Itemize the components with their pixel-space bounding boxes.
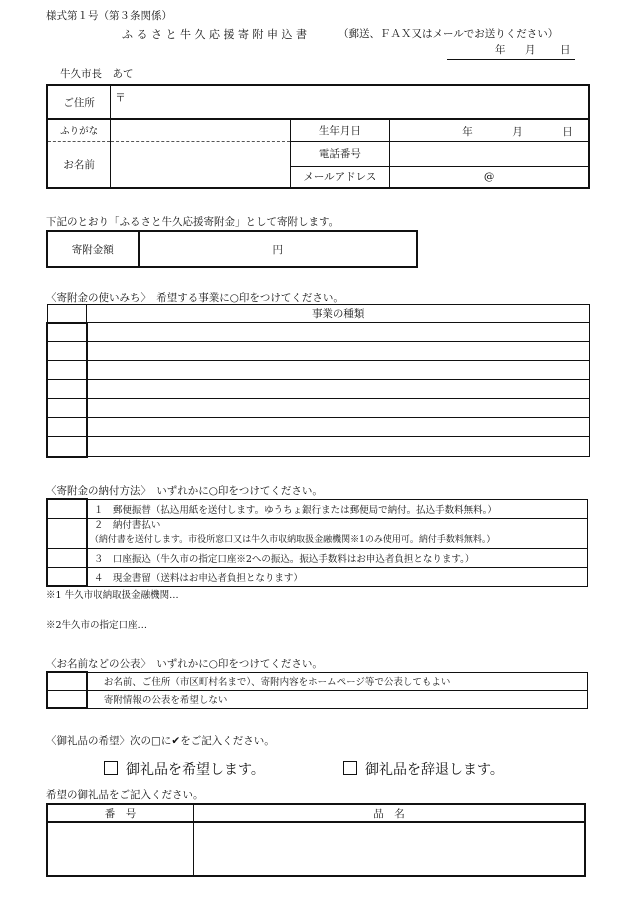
payment-note-2: ※2牛久市の指定口座… [46, 620, 148, 631]
usage-item [87, 342, 590, 361]
gift-table [46, 803, 586, 877]
form-title: ふるさと牛久応援寄附申込書 [122, 28, 311, 41]
table-row [47, 418, 590, 437]
birth-day: 日 [562, 126, 573, 138]
name-label: お名前 [47, 141, 111, 188]
gift-request-label: 希望の御礼品をご記入ください。 [46, 789, 204, 801]
checkbox-icon[interactable] [343, 761, 357, 775]
payment-table [46, 498, 588, 587]
usage-table [46, 304, 590, 458]
table-row [47, 822, 585, 876]
table-row [47, 499, 588, 518]
payment-option-invoice-sub: （納付書を送付します。市役所窓口又は牛久市収納取扱金融機関※1のみ使用可。納付手数料無料。） [89, 535, 496, 545]
payment-heading: 〈寄附金の納付方法〉 いずれかに○印をつけてください。 [46, 485, 323, 497]
usage-item [87, 380, 590, 399]
furigana-label: ふりがな [47, 119, 111, 141]
gift-want-label: 御礼品を希望します。 [126, 762, 265, 778]
gift-want-option[interactable] [104, 759, 265, 779]
table-row [47, 380, 590, 399]
payment-option-cash: ４ 現金書留（送料はお申込者負担となります） [87, 567, 588, 586]
publication-table [46, 671, 588, 709]
birth-month: 月 [512, 126, 523, 138]
publication-mark-cell[interactable] [47, 672, 87, 690]
publication-option-decline: 寄附情報の公表を希望しない [87, 690, 588, 708]
table-row [47, 399, 590, 418]
table-row [47, 518, 588, 548]
gift-decline-label: 御礼品を辞退します。 [365, 762, 504, 778]
usage-item [87, 437, 590, 457]
table-row [47, 690, 588, 708]
usage-item [87, 323, 590, 342]
postal-mark: 〒 [115, 92, 126, 104]
usage-mark-cell[interactable] [47, 361, 87, 380]
email-at: @ [483, 170, 495, 183]
usage-mark-cell[interactable] [47, 323, 87, 342]
usage-item [87, 361, 590, 380]
table-row [47, 672, 588, 690]
amount-table [46, 230, 418, 268]
submission-note: （郵送、ＦＡＸ又はメールでお送りください） [338, 28, 559, 40]
usage-mark-header [47, 305, 87, 323]
addressee: 牛久市長 あて [60, 68, 134, 80]
table-row [47, 437, 590, 457]
table-row [47, 567, 588, 586]
payment-note-1: ※1 牛久市収納取扱金融機関… [46, 590, 179, 601]
checkbox-icon[interactable] [104, 761, 118, 775]
email-field[interactable] [390, 166, 589, 188]
usage-mark-cell[interactable] [47, 380, 87, 399]
email-label: メールアドレス [290, 166, 390, 188]
phone-field[interactable] [390, 141, 589, 166]
phone-label: 電話番号 [290, 141, 390, 166]
table-row [47, 361, 590, 380]
payment-mark-cell[interactable] [47, 499, 87, 518]
birthdate-label: 生年月日 [290, 119, 390, 141]
gift-number-header: 番 号 [47, 804, 193, 822]
publication-mark-cell[interactable] [47, 690, 87, 708]
gift-item-header: 品 名 [193, 804, 585, 822]
gift-decline-option[interactable] [343, 759, 504, 779]
date-year: 年 [495, 44, 506, 56]
payment-mark-cell[interactable] [47, 518, 87, 548]
payment-option-bank: ３ 口座振込（牛久市の指定口座※2への振込。振込手数料はお申込者負担となります。） [87, 548, 588, 567]
usage-item [87, 418, 590, 437]
applicant-table [46, 84, 590, 189]
birth-year: 年 [462, 126, 473, 138]
form-number: 様式第１号（第３条関係） [46, 10, 172, 22]
usage-heading: 〈寄附金の使いみち〉 希望する事業に○印をつけてください。 [46, 292, 344, 304]
furigana-field[interactable] [111, 119, 290, 141]
usage-mark-cell[interactable] [47, 399, 87, 418]
date-day: 日 [560, 44, 571, 56]
address-field[interactable] [111, 85, 589, 119]
gift-item-field[interactable] [193, 822, 585, 876]
donation-statement: 下記のとおり「ふるさと牛久応援寄附金」として寄附します。 [46, 216, 340, 228]
publication-heading: 〈お名前などの公表〉 いずれかに○印をつけてください。 [46, 658, 323, 670]
usage-item [87, 399, 590, 418]
usage-mark-cell[interactable] [47, 418, 87, 437]
table-row [47, 342, 590, 361]
amount-field[interactable] [139, 231, 417, 267]
date-month: 月 [525, 44, 536, 56]
usage-mark-cell[interactable] [47, 342, 87, 361]
payment-option-transfer: １ 郵便振替（払込用紙を送付します。ゆうちょ銀行または郵便局で納付。払込手数料無料。） [87, 499, 588, 518]
payment-mark-cell[interactable] [47, 567, 87, 586]
usage-mark-cell[interactable] [47, 437, 87, 457]
date-underline [447, 59, 575, 60]
amount-label: 寄附金額 [47, 231, 139, 267]
payment-option-invoice [87, 518, 588, 548]
name-field[interactable] [111, 141, 290, 188]
table-row [47, 323, 590, 342]
payment-option-invoice-label: ２ 納付書払い [93, 520, 161, 531]
table-row [47, 548, 588, 567]
amount-unit: 円 [272, 243, 284, 256]
publication-option-allow: お名前、ご住所（市区町村名まで）、寄附内容をホームページ等で公表してもよい [87, 672, 588, 690]
address-label: ご住所 [47, 85, 111, 119]
birthdate-field[interactable] [390, 119, 589, 141]
gift-number-field[interactable] [47, 822, 193, 876]
gift-heading: 〈御礼品の希望〉次の□に✔をご記入ください。 [46, 735, 275, 747]
usage-column-header: 事業の種類 [87, 305, 590, 323]
payment-mark-cell[interactable] [47, 548, 87, 567]
